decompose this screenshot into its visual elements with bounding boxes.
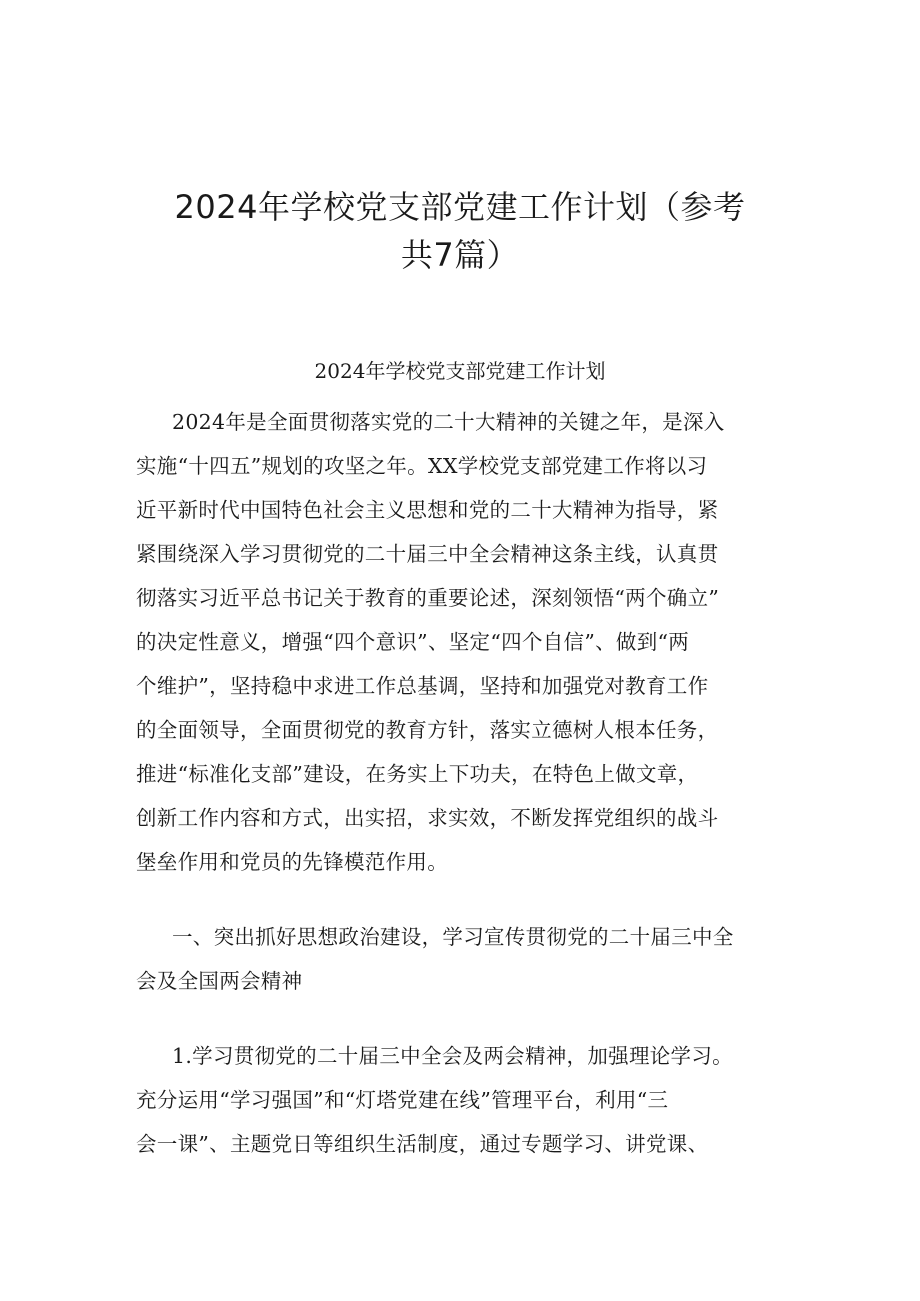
paragraph-line: 近平新时代中国特色社会主义思想和党的二十大精神为指导，紧 — [136, 498, 719, 522]
paragraph-line: 紧围绕深入学习贯彻党的二十届三中全会精神这条主线，认真贯 — [136, 542, 719, 566]
paragraph-line: 会一课”、主题党日等组织生活制度，通过专题学习、讲党课、 — [136, 1132, 709, 1156]
paragraph-line: 彻落实习近平总书记关于教育的重要论述，深刻领悟“两个确立” — [136, 586, 720, 610]
section-heading: 2024年学校党支部党建工作计划 — [314, 359, 606, 383]
paragraph-line: 实施“十四五”规划的攻坚之年。XX学校党支部党建工作将以习 — [136, 454, 708, 478]
paragraph-line: 创新工作内容和方式，出实招，求实效，不断发挥党组织的战斗 — [136, 806, 719, 830]
document-title-line-2: 共7篇） — [400, 236, 520, 274]
paragraph-line: 的决定性意义，增强“四个意识”、坚定“四个自信”、做到“两 — [136, 630, 690, 654]
paragraph-line: 个维护”，坚持稳中求进工作总基调，坚持和加强党对教育工作 — [136, 674, 709, 698]
section-one-heading-line: 会及全国两会精神 — [136, 969, 303, 993]
paragraph-line: 堡垒作用和党员的先锋模范作用。 — [136, 850, 448, 874]
paragraph-line: 1.学习贯彻党的二十届三中全会及两会精神，加强理论学习。 — [172, 1044, 733, 1068]
paragraph-line: 的全面领导，全面贯彻党的教育方针，落实立德树人根本任务， — [136, 718, 719, 742]
paragraph-line: 2024年是全面贯彻落实党的二十大精神的关键之年，是深入 — [172, 410, 725, 434]
document-title-line-1: 2024年学校党支部党建工作计划（参考 — [174, 188, 746, 226]
paragraph-line: 推进“标准化支部”建设，在务实上下功夫，在特色上做文章， — [136, 762, 699, 786]
paragraph-line: 充分运用“学习强国”和“灯塔党建在线”管理平台，利用“三 — [136, 1088, 669, 1112]
section-one-heading-line: 一、突出抓好思想政治建设，学习宣传贯彻党的二十届三中全 — [172, 925, 734, 949]
